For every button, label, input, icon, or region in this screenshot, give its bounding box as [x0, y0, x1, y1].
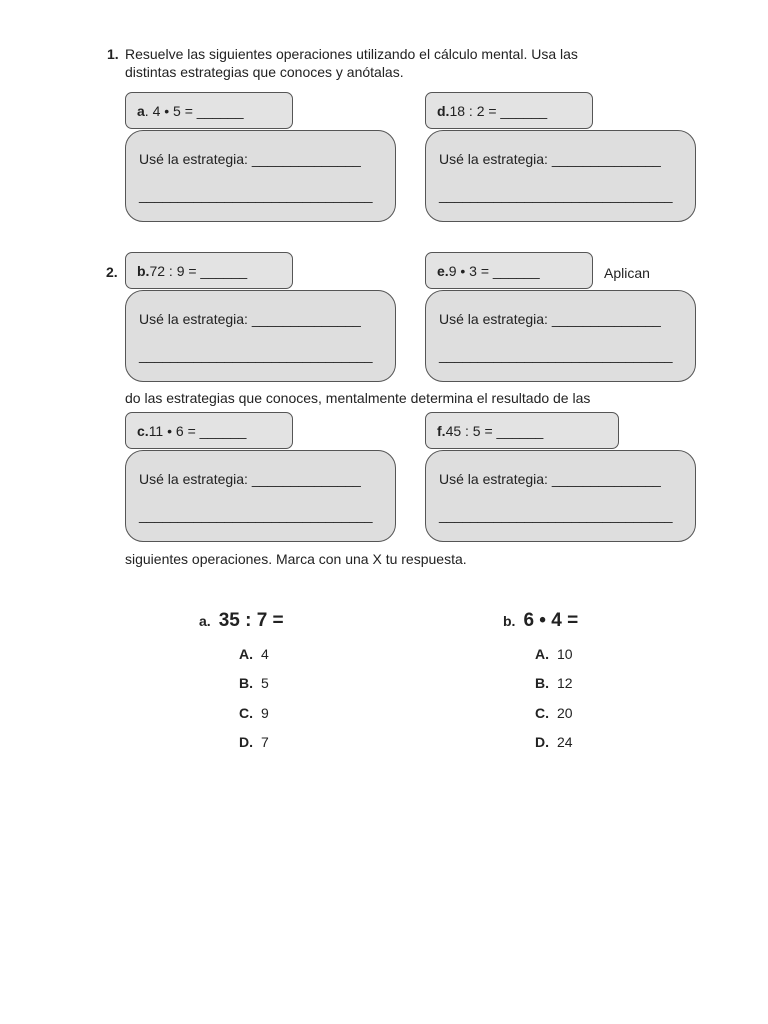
exercise-f-strategy-box[interactable] — [425, 450, 696, 542]
option-key: A. — [535, 646, 549, 662]
exercise-d-operation: 18 : 2 = ______ — [449, 102, 548, 119]
mc-question-b-letter: b. — [503, 613, 516, 629]
mc-a-option-a[interactable] — [239, 646, 269, 662]
option-key: C. — [535, 705, 549, 721]
exercise-c-strategy-box[interactable] — [125, 450, 396, 542]
mc-question-a-expression: 35 : 7 = — [218, 610, 284, 631]
exercise-c-letter: c. — [137, 422, 149, 439]
exercise-d-letter: d. — [437, 102, 450, 119]
option-key: A. — [239, 646, 253, 662]
mc-b-option-a[interactable] — [535, 646, 573, 662]
exercise-e-tab — [425, 252, 593, 289]
strategy-blank-line: ______________________________ — [139, 347, 373, 363]
option-value: 9 — [261, 705, 269, 721]
mc-question-a — [199, 610, 284, 632]
exercise-b-operation: 72 : 9 = ______ — [149, 262, 248, 279]
exercise-e-letter: e. — [437, 262, 449, 279]
question-1-text-line-2: distintas estrategias que conoces y anótalas. — [125, 64, 404, 80]
strategy-blank-line: ______________________________ — [139, 507, 373, 523]
option-value: 7 — [261, 734, 269, 750]
exercise-e-strategy-box[interactable] — [425, 290, 696, 382]
strategy-label: Usé la estrategia: ______________ — [139, 311, 361, 327]
option-key: B. — [239, 675, 253, 691]
option-key: D. — [239, 734, 253, 750]
mc-a-option-b[interactable] — [239, 675, 269, 691]
exercise-b-tab — [125, 252, 293, 289]
exercise-a-tab — [125, 92, 293, 129]
option-value: 5 — [261, 675, 269, 691]
mc-b-option-b[interactable] — [535, 675, 573, 691]
question-1-number: 1. — [107, 46, 119, 62]
mc-a-option-d[interactable] — [239, 734, 269, 750]
exercise-b-strategy-box[interactable] — [125, 290, 396, 382]
question-1-text-line-1: Resuelve las siguientes operaciones utilizando el cálculo mental. Usa las — [125, 46, 578, 62]
strategy-blank-line: ______________________________ — [439, 347, 673, 363]
exercise-c-tab — [125, 412, 293, 449]
exercise-e-operation: 9 • 3 = ______ — [448, 262, 540, 279]
option-value: 20 — [557, 705, 573, 721]
option-value: 24 — [557, 734, 573, 750]
option-value: 4 — [261, 646, 269, 662]
mc-question-a-letter: a. — [199, 613, 211, 629]
exercise-d-strategy-box[interactable] — [425, 130, 696, 222]
strategy-label: Usé la estrategia: ______________ — [439, 471, 661, 487]
strategy-label: Usé la estrategia: ______________ — [139, 151, 361, 167]
question-2-text-line-end: siguientes operaciones. Marca con una X tu respuesta. — [125, 551, 467, 567]
exercise-a-letter: a — [137, 102, 145, 119]
exercise-a-operation: . 4 • 5 = ______ — [144, 102, 244, 119]
strategy-label: Usé la estrategia: ______________ — [439, 311, 661, 327]
exercise-a-strategy-box[interactable] — [125, 130, 396, 222]
strategy-label: Usé la estrategia: ______________ — [439, 151, 661, 167]
question-2-number: 2. — [106, 264, 118, 280]
option-key: C. — [239, 705, 253, 721]
mc-question-b — [503, 610, 578, 632]
question-2-text-line-mid: do las estrategias que conoces, mentalmente determina el resultado de las — [125, 390, 591, 406]
mc-b-option-c[interactable] — [535, 705, 573, 721]
mc-question-b-expression: 6 • 4 = — [523, 610, 579, 631]
exercise-f-operation: 45 : 5 = ______ — [445, 422, 544, 439]
strategy-blank-line: ______________________________ — [439, 187, 673, 203]
strategy-label: Usé la estrategia: ______________ — [139, 471, 361, 487]
exercise-c-operation: 11 • 6 = ______ — [148, 422, 247, 439]
question-2-text-aside: Aplican — [604, 265, 650, 281]
option-key: D. — [535, 734, 549, 750]
option-key: B. — [535, 675, 549, 691]
exercise-f-tab — [425, 412, 619, 449]
strategy-blank-line: ______________________________ — [139, 187, 373, 203]
strategy-blank-line: ______________________________ — [439, 507, 673, 523]
exercise-f-letter: f. — [437, 422, 446, 439]
exercise-d-tab — [425, 92, 593, 129]
mc-b-option-d[interactable] — [535, 734, 573, 750]
mc-a-option-c[interactable] — [239, 705, 269, 721]
exercise-b-letter: b. — [137, 262, 150, 279]
option-value: 12 — [557, 675, 573, 691]
option-value: 10 — [557, 646, 573, 662]
